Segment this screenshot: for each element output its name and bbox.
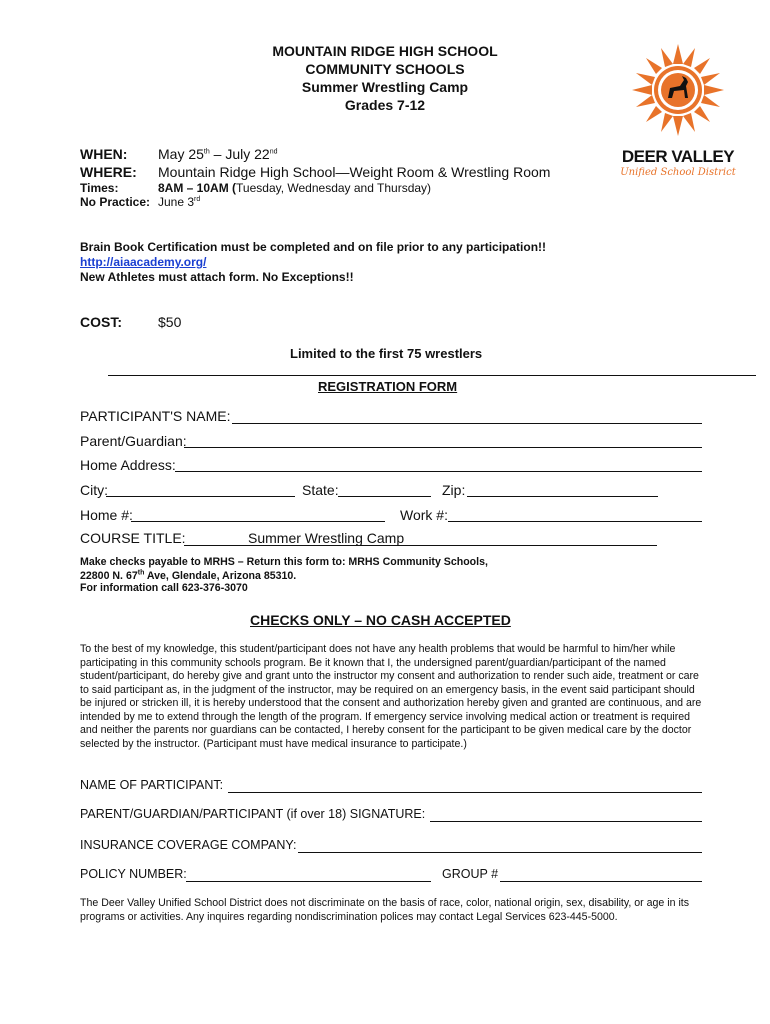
- participant-name-field[interactable]: [232, 423, 702, 424]
- policy-label: POLICY NUMBER:: [80, 867, 187, 881]
- parent-sig-label: PARENT/GUARDIAN/PARTICIPANT (if over 18) SIGNATURE:: [80, 807, 426, 821]
- group-field[interactable]: [500, 881, 702, 882]
- camp-title: Summer Wrestling Camp: [301, 79, 469, 95]
- address-field[interactable]: [175, 471, 702, 472]
- payment-line-1: Make checks payable to MRHS – Return this form to: MRHS Community Schools,: [80, 556, 488, 568]
- course-title-label: COURSE TITLE:: [80, 530, 186, 546]
- where-value: Mountain Ridge High School—Weight Room & Wrestling Room: [158, 164, 551, 180]
- work-phone-field[interactable]: [448, 521, 702, 522]
- payment-line-3: For information call 623-376-3070: [80, 582, 248, 594]
- when-end-sup: nd: [269, 148, 278, 156]
- checks-only-heading: CHECKS ONLY – NO CASH ACCEPTED: [250, 612, 511, 628]
- no-practice-value: June 3: [158, 195, 195, 209]
- participant-name-label: PARTICIPANT'S NAME:: [80, 408, 231, 424]
- group-label: GROUP #: [442, 867, 499, 881]
- state-field[interactable]: [338, 496, 431, 497]
- where-label: WHERE:: [80, 164, 137, 180]
- payment-address-sup: th: [137, 569, 145, 577]
- zip-field[interactable]: [467, 496, 658, 497]
- school-name: MOUNTAIN RIDGE HIGH SCHOOL: [272, 43, 498, 59]
- times-label: Times:: [80, 181, 119, 195]
- city-label: City:: [80, 482, 108, 498]
- sun-deer-icon: [618, 40, 738, 140]
- limit-text: Limited to the first 75 wrestlers: [290, 346, 483, 361]
- parent-sig-field[interactable]: [430, 821, 702, 822]
- no-practice-label: No Practice:: [80, 195, 151, 209]
- policy-field[interactable]: [186, 881, 431, 882]
- no-practice-sup: rd: [194, 196, 201, 203]
- payment-address-start: 22800 N. 67: [80, 570, 138, 582]
- payment-address-end: Ave, Glendale, Arizona 85310.: [144, 570, 297, 582]
- grades: Grades 7-12: [344, 97, 426, 113]
- insurance-label: INSURANCE COVERAGE COMPANY:: [80, 838, 297, 852]
- times-bold: 8AM – 10AM (: [158, 181, 237, 195]
- times-rest: Tuesday, Wednesday and Thursday): [236, 181, 432, 195]
- course-title-value: Summer Wrestling Camp: [248, 530, 405, 546]
- consent-paragraph: To the best of my knowledge, this student/participant does not have any health problems that would be harmful to him/her while participating in this community schools program. Be it known that I, the undersigned parent/guardian/participant of the named student/participant, do hereby give and grant unto the instructor my consent and authorization to render such aide, treatment or care to said participant as, in the judgment of the instructor, may be required on an emergency basis, in the event said participant should be injured or stricken ill, it is hereby understood that the consent and authorization hereby given and granted are continuous, and are intended by me to extend through the length of the program. If emergency service involving medical action or treatment is required and neither the parents nor guardians can be contacted, I hereby consent for the participant to be given medical care by the doctor selected by the instructor. (Participant must have medical insurance to participate.): [80, 643, 702, 750]
- parent-label: Parent/Guardian:: [80, 433, 187, 449]
- when-label: WHEN:: [80, 146, 128, 162]
- city-field[interactable]: [106, 496, 295, 497]
- brain-book-notice: Brain Book Certification must be completed and on file prior to any participation!!: [80, 240, 547, 254]
- payment-line-2: [80, 570, 296, 582]
- participant-sig-field[interactable]: [228, 792, 702, 793]
- when-start: May 25: [158, 146, 204, 162]
- nondiscrimination-statement: The Deer Valley Unified School District does not discriminate on the basis of race, color, national origin, sex, disability, or age in its programs or activities. Any inquires regarding nondiscrimination polices may contact Legal Services 623-445-5000.: [80, 897, 690, 923]
- registration-title: REGISTRATION FORM: [318, 379, 458, 394]
- academy-link-row: [80, 255, 206, 269]
- cost-row: [80, 314, 181, 330]
- cost-value: $50: [158, 314, 182, 330]
- zip-label: Zip:: [442, 482, 466, 498]
- new-athletes-notice: New Athletes must attach form. No Exceptions!!: [80, 270, 354, 284]
- logo-subtitle: Unified School District: [620, 167, 736, 178]
- department-name: COMMUNITY SCHOOLS: [305, 61, 465, 77]
- state-label: State:: [302, 482, 339, 498]
- work-phone-label: Work #:: [400, 507, 448, 523]
- course-title-field: [184, 545, 657, 546]
- logo-name: DEER VALLEY: [621, 147, 735, 166]
- when-sep: – July 22: [209, 146, 270, 162]
- home-phone-field[interactable]: [131, 521, 385, 522]
- home-phone-label: Home #:: [80, 507, 133, 523]
- when-start-sup: th: [203, 148, 210, 156]
- times-row: [80, 182, 431, 195]
- divider: [108, 375, 756, 376]
- parent-field[interactable]: [184, 447, 702, 448]
- no-practice-row: [80, 196, 200, 209]
- when-row: [80, 146, 278, 162]
- deer-valley-logo: [618, 40, 738, 180]
- cost-label: COST:: [80, 314, 122, 330]
- participant-sig-label: NAME OF PARTICIPANT:: [80, 778, 224, 792]
- aia-academy-link[interactable]: http://aiaacademy.org/: [80, 255, 207, 269]
- address-label: Home Address:: [80, 457, 176, 473]
- where-row: [80, 164, 550, 180]
- insurance-field[interactable]: [298, 852, 702, 853]
